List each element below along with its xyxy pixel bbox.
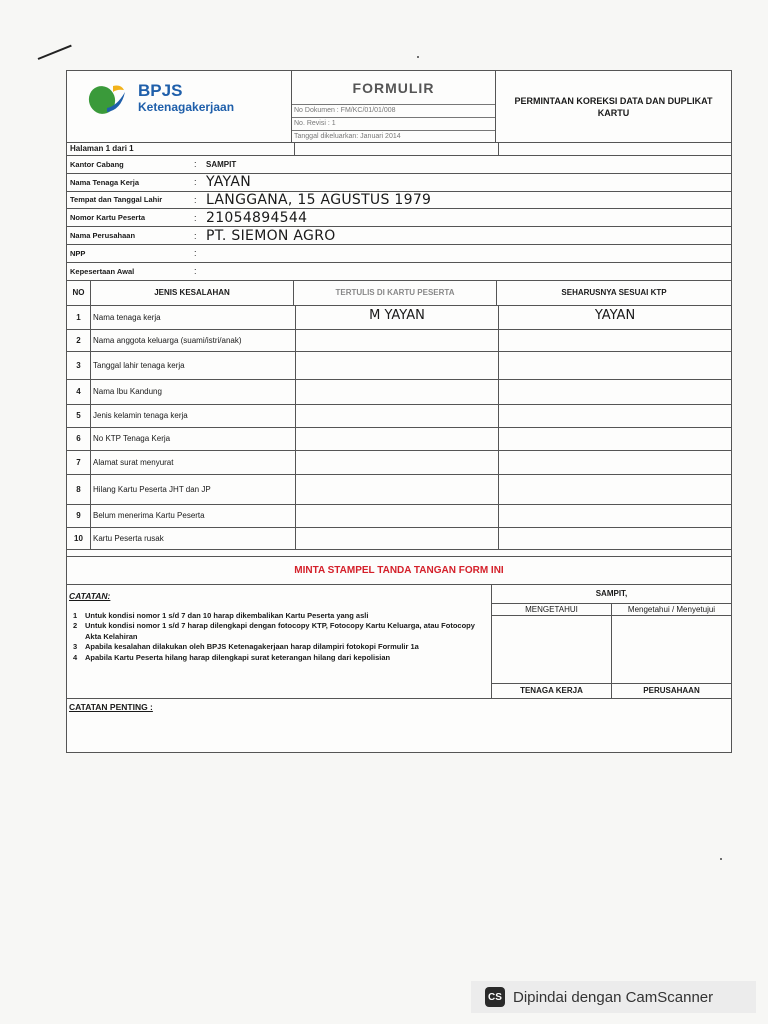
row-number: 7 [67,451,91,474]
signature-place: SAMPIT, [492,585,731,604]
table-header [67,281,731,306]
row-number: 6 [67,428,91,450]
table-row [67,306,731,330]
notes-title: CATATAN: [69,590,111,601]
row-written-value [296,352,499,379]
form-title: FORMULIR [352,79,435,96]
note-number: 2 [73,621,78,631]
table-row [67,405,731,428]
signature-footers [492,684,731,698]
row-written-value: M YAYAN [296,306,499,329]
col-header-ktp: SEHARUSNYA SESUAI KTP [561,288,667,298]
page-row [67,143,731,156]
row-written-value [296,330,499,351]
signature-box-company [612,616,731,683]
col-header-tertulis: TERTULIS DI KARTU PESERTA [294,281,497,305]
signature-left-header: MENGETAHUI [492,604,612,615]
row-ktp-value [499,475,731,504]
info-label: Kantor Cabang [70,159,124,169]
bpjs-logo-icon [87,80,127,116]
row-written-value [296,528,499,549]
info-colon: : [194,266,197,277]
notes-cell [67,585,492,698]
doc-meta-cell [292,71,496,142]
row-written-value [296,405,499,427]
info-colon: : [194,177,197,188]
row-ktp-value: YAYAN [594,307,636,323]
row-error-type: Belum menerima Kartu Peserta [91,505,296,527]
row-error-type: Jenis kelamin tenaga kerja [91,405,296,427]
notes-section [67,585,731,699]
scan-speck [417,56,419,58]
signature-block [492,585,731,698]
info-colon: : [194,159,197,170]
row-error-type: Tanggal lahir tenaga kerja [91,352,296,379]
notes-list [73,611,489,664]
row-written-value [296,505,499,527]
note-text: Untuk kondisi nomor 1 s/d 7 dan 10 harap dikembalikan Kartu Peserta yang asli [85,610,369,620]
important-notes-title: CATATAN PENTING : [69,701,153,712]
note-item [73,642,489,653]
row-number: 3 [67,352,91,379]
info-colon: : [194,248,197,259]
note-text: Apabila Kartu Peserta hilang harap dilengkapi surat keterangan hilang dari kepolisian [85,652,391,662]
table-row [67,380,731,405]
signature-area [492,616,731,684]
doc-number: No Dokumen : FM/KC/01/01/008 [292,104,495,117]
row-error-type: Alamat surat menyurat [91,451,296,474]
note-item [73,653,489,664]
note-item [73,621,489,642]
camscanner-text: Dipindai dengan CamScanner [513,988,714,1006]
row-error-type: Hilang Kartu Peserta JHT dan JP [91,475,296,504]
stamp-notice: MINTA STAMPEL TANDA TANGAN FORM INI [67,557,731,585]
correction-form [66,70,732,753]
signature-headers [492,604,731,616]
info-value: YAYAN [206,174,251,191]
row-error-type: Kartu Peserta rusak [91,528,296,549]
scan-speck [720,858,722,860]
info-label: NPP [70,248,86,258]
signature-right-header: Mengetahui / Menyetujui [627,604,716,614]
info-row [67,245,731,263]
info-row [67,174,731,192]
note-number: 1 [73,610,78,620]
row-error-type: Nama anggota keluarga (suami/istri/anak) [91,330,296,351]
info-row [67,156,731,174]
row-error-type: Nama Ibu Kandung [91,380,296,404]
table-row [67,330,731,352]
info-value: PT. SIEMON AGRO [206,227,336,244]
row-written-value [296,451,499,474]
row-ktp-value [499,330,731,351]
note-number: 4 [73,652,78,662]
row-number: 5 [67,405,91,427]
participant-info [67,156,731,281]
form-header [67,71,731,143]
row-number: 1 [67,306,91,329]
table-row [67,505,731,528]
row-ktp-value [499,451,731,474]
info-value: SAMPIT [206,159,237,169]
col-header-no: NO [67,281,91,305]
table-row [67,528,731,550]
info-colon: : [194,230,197,241]
row-ktp-value [499,405,731,427]
error-table [67,306,731,550]
row-written-value [296,380,499,404]
info-row [67,263,731,281]
logo-cell [67,71,292,142]
important-notes [67,699,731,752]
info-label: Nomor Kartu Peserta [70,213,146,223]
row-ktp-value [499,380,731,404]
info-row [67,209,731,227]
row-ktp-value [499,428,731,450]
logo-name: BPJS [138,81,183,100]
row-written-value [296,475,499,504]
info-colon: : [194,194,197,205]
info-colon: : [194,212,197,223]
row-error-type: No KTP Tenaga Kerja [91,428,296,450]
info-label: Tempat dan Tanggal Lahir [70,195,163,205]
revision-number: No. Revisi : 1 [292,117,495,130]
row-written-value [296,428,499,450]
row-error-type: Nama tenaga kerja [91,306,296,329]
row-ktp-value [499,505,731,527]
signature-left-footer: TENAGA KERJA [492,684,612,698]
info-row [67,192,731,210]
info-label: Nama Tenaga Kerja [70,177,140,187]
note-item [73,611,489,622]
row-number: 8 [67,475,91,504]
row-number: 4 [67,380,91,404]
col-header-jenis: JENIS KESALAHAN [91,281,294,305]
note-number: 3 [73,642,78,652]
table-row [67,451,731,475]
signature-box-worker [492,616,612,683]
pen-mark [38,45,72,60]
issue-date: Tanggal dikeluarkan: Januari 2014 [292,130,495,142]
camscanner-logo-icon: CS [485,987,505,1007]
signature-right-footer: PERUSAHAAN [643,686,700,696]
row-number: 10 [67,528,91,549]
row-number: 9 [67,505,91,527]
table-row [67,475,731,505]
table-row [67,428,731,451]
info-label: Kepesertaan Awal [70,266,135,276]
logo-subtitle: Ketenagakerjaan [138,100,235,114]
row-ktp-value [499,352,731,379]
row-number: 2 [67,330,91,351]
empty-cell [295,143,499,155]
note-text: Apabila kesalahan dilakukan oleh BPJS Ketenagakerjaan harap dilampiri fotokopi Formulir 1a [85,642,419,652]
camscanner-watermark [471,981,756,1013]
note-text: Untuk kondisi nomor 1 s/d 7 harap dilengkapi dengan fotocopy KTP, Fotocopy Kartu Keluarga, atau Fotocopy Akta Kelahiran [85,621,475,641]
request-title: PERMINTAAN KOREKSI DATA DAN DUPLIKAT KARTU [514,95,713,118]
row-ktp-value [499,528,731,549]
table-row [67,352,731,380]
info-label: Nama Perusahaan [70,231,136,241]
page-info: Halaman 1 dari 1 [67,143,295,155]
info-value: 21054894544 [206,209,308,226]
info-row [67,227,731,245]
spacer-row [67,550,731,557]
info-value: LANGGANA, 15 AGUSTUS 1979 [206,191,432,208]
